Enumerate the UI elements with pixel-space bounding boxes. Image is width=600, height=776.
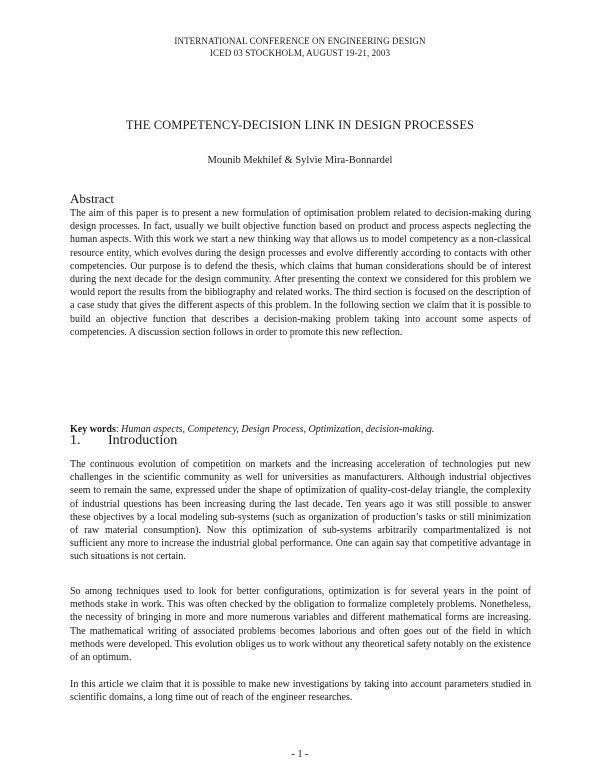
paper-title: THE COMPETENCY-DECISION LINK IN DESIGN PROCESSES [125,118,475,132]
page-number: - 1 - [291,749,309,760]
paper-authors: Mounib Mekhilef & Sylvie Mira-Bonnardel [207,155,393,166]
conference-venue-date: ICED 03 STOCKHOLM, AUGUST 19-21, 2003 [209,47,391,58]
conference-name: INTERNATIONAL CONFERENCE ON ENGINEERING DESIGN [174,36,426,46]
keywords-label: Key words [70,424,116,435]
intro-paragraph-2: So among techniques used to look for better configurations, optimization is for several years in the point of methods stake in work. This was often checked by the obligation to formalize completely problems. Nonetheless, the necessity of bringing in more and more numerous variables and different mathematical forms are increasing. The mathematical writing of associated problems becomes laborious and often goes out of the field in which methods were developed. This evolution obliges us to work without any theoretical safety notably on the existence of an optimum. [70,586,531,664]
intro-paragraph-1: The continuous evolution of competition on markets and the increasing acceleration of technologies put new challenges in the scientific community as well for universities as manufacturers. Although industrial objectives seem to remain the same, expressed under the shape of optimization of quality-cost-delay triangle, the complexity of industrial questions has been increasing during the last decade. Ten years ago it was still possible to answer these objectives by a local modeling sub-systems (such as organization of production’s tasks or still minimization of raw material consumption). Now this optimization of sub-systems arbitrarily compartmentalized is not sufficient any more to increase the industrial global performance. One can again say that competitive advantage in such situations is not certain. [70,459,531,563]
abstract-text: The aim of this paper is to present a new formulation of optimisation problem related to decision-making during design processes. In fact, usually we built objective function based on product and process aspects neglecting the human aspects. With this work we start a new thinking way that allows us to model competency as a non-classical resource entity, which evolves during the design processes and evolve differently according to contacts with other competencies. Our purpose is to defend the thesis, which claims that human considerations should be of interest during the next decade for the design community. After presenting the context we considered for this problem we would report the results from the bibliography and related works. The third section is focused on the description of a case study that gives the different aspects of this problem. In the following section we claim that it is possible to build an objective function that describes a decision-making problem taking into account some aspects of competencies. A discussion section follows in order to promote this new reflection. [70,208,531,338]
intro-paragraph-3: In this article we claim that it is possible to make new investigations by taking into account parameters studied in scientific domains, a long time out of reach of the engineer researches. [70,679,531,704]
abstract-heading: Abstract [70,191,115,206]
conference-header [0,36,600,59]
section-title: Introduction [108,433,178,448]
section-heading-introduction [70,432,531,449]
keywords-values: Human aspects, Competency, Design Process, Optimization, decision-making. [121,424,435,435]
keywords-separator: : [115,424,122,435]
section-number: 1. [70,433,81,448]
